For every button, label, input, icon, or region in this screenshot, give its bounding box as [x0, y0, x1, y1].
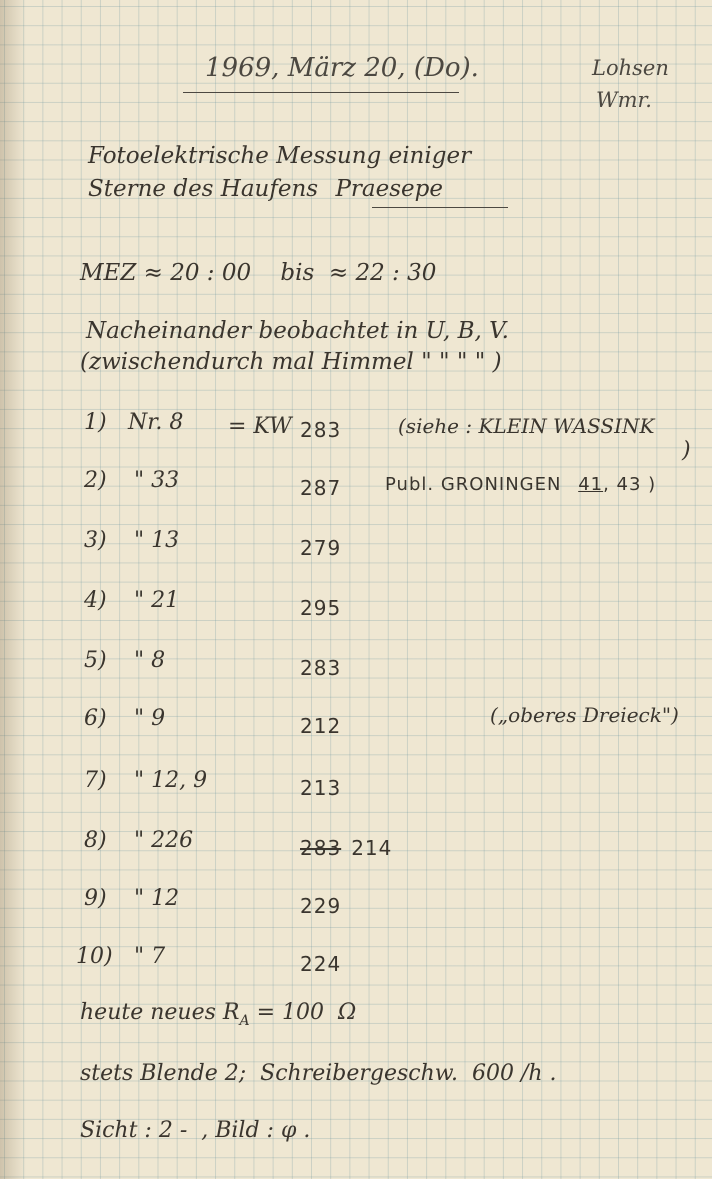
publication-reference — [385, 476, 656, 494]
kw-number: 283 — [300, 418, 342, 442]
reference-open: (siehe : KLEIN WASSINK — [398, 414, 655, 438]
publication-volume: 41 — [578, 474, 604, 495]
star-number: Nr. 8 — [128, 410, 184, 435]
measurement-index: 4) — [84, 588, 107, 613]
title-line-1: Fotoelektrische Messung einiger — [88, 143, 472, 169]
measurement-index: 10) — [76, 944, 113, 969]
resistance-value: = 100 Ω — [256, 1000, 357, 1025]
title-prefix: Sterne des Haufens — [88, 176, 319, 202]
kw-number: 287 — [300, 476, 342, 500]
resistance-subscript: A — [239, 1013, 250, 1029]
star-number: " 12, 9 — [134, 768, 208, 793]
publication-prefix: Publ. GRONINGEN — [385, 474, 562, 495]
triangle-note: („oberes Dreieck") — [490, 703, 679, 727]
resistance-note — [80, 1002, 356, 1028]
kw-number: 213 — [300, 776, 342, 800]
measurement-index: 3) — [84, 528, 107, 553]
kw-number: 283 — [300, 656, 342, 680]
measurement-index: 2) — [84, 468, 107, 493]
publication-suffix: , 43 ) — [603, 474, 657, 495]
kw-number: 224 — [300, 952, 342, 976]
star-number: " 9 — [134, 706, 166, 731]
observation-time: MEZ ≈ 20 : 00 bis ≈ 22 : 30 — [80, 260, 437, 286]
star-number: " 21 — [134, 588, 180, 613]
kw-number: 295 — [300, 596, 342, 620]
star-number: " 8 — [134, 648, 166, 673]
kw-number: 279 — [300, 536, 342, 560]
kw-number-struck: 283 — [300, 836, 342, 860]
reference-note — [398, 416, 654, 436]
observer-name: Lohsen — [592, 56, 669, 80]
kw-number-corrected: 214 — [351, 836, 393, 860]
date-underline — [183, 92, 459, 93]
measurement-index: 9) — [84, 886, 107, 911]
measurement-index: 1) — [84, 410, 107, 435]
observer-initials: Wmr. — [596, 88, 652, 112]
title-line-2 — [88, 178, 443, 201]
page-binding-shadow — [0, 0, 26, 1179]
measurement-index: 6) — [84, 706, 107, 731]
star-number: " 7 — [134, 944, 166, 969]
measurement-index: 7) — [84, 768, 107, 793]
star-number: " 13 — [134, 528, 180, 553]
resistance-prefix: heute neues R — [80, 1000, 240, 1025]
reference-close: ) — [682, 438, 691, 463]
star-number: " 33 — [134, 468, 180, 493]
kw-number: 229 — [300, 894, 342, 918]
notes-line-2: (zwischendurch mal Himmel " " " " ) — [80, 349, 502, 375]
measurement-index: 5) — [84, 648, 107, 673]
aperture-speed-note: stets Blende 2; Schreibergeschw. 600 /h . — [80, 1061, 557, 1086]
cluster-underline — [372, 207, 508, 208]
measurement-index: 8) — [84, 828, 107, 853]
star-number: " 226 — [134, 828, 194, 853]
entry-date: 1969, März 20, (Do). — [205, 53, 479, 83]
kw-number: 212 — [300, 714, 342, 738]
kw-number — [300, 836, 392, 860]
notes-line-1: Nacheinander beobachtet in U, B, V. — [86, 318, 509, 344]
kw-equals-label: = KW — [228, 414, 292, 439]
cluster-name: Praesepe — [335, 176, 443, 202]
visibility-note: Sicht : 2 - , Bild : φ . — [80, 1118, 311, 1143]
star-number: " 12 — [134, 886, 180, 911]
